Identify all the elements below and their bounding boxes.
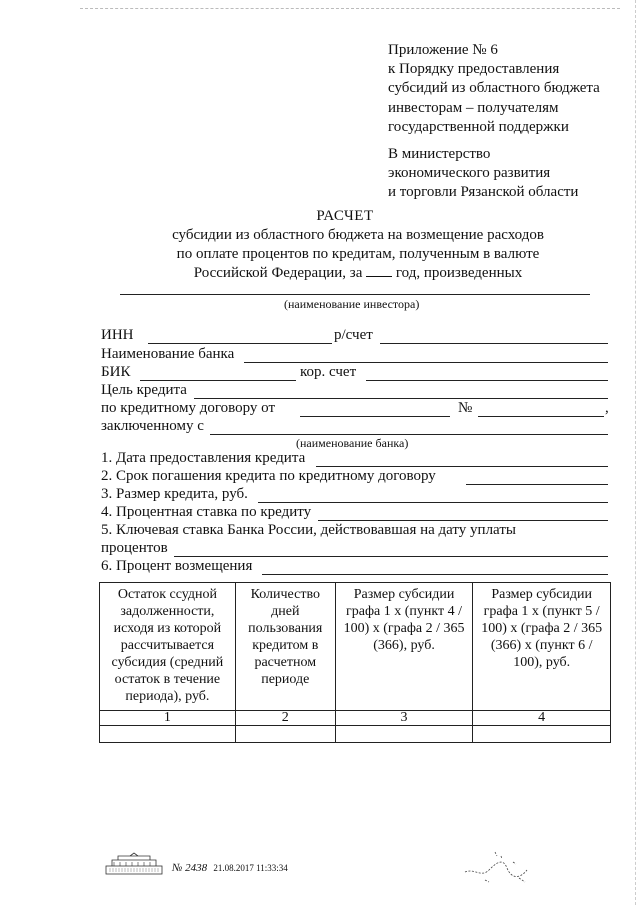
appendix-line: Приложение № 6 [388, 42, 498, 58]
item-3-field[interactable] [258, 502, 608, 503]
subtitle-line: субсидии из областного бюджета на возмещение расходов [172, 227, 544, 243]
table-header-row [100, 583, 611, 711]
item-6-field[interactable] [262, 574, 608, 575]
account-label: р/счет [334, 327, 373, 343]
document-subtitle [70, 226, 640, 283]
loan-agreement-number-field[interactable] [478, 416, 604, 417]
column-number: 3 [335, 711, 473, 726]
table-header-cell: Размер субсидии графа 1 х (пункт 5 / 100) х (графа 2 / 365 (366) х (пункт 6 / 100), руб. [473, 583, 611, 711]
loan-purpose-field[interactable] [194, 398, 608, 399]
table-cell[interactable] [100, 726, 236, 743]
item-1-label: 1. Дата предоставления кредита [101, 450, 306, 466]
table-cell[interactable] [473, 726, 611, 743]
account-field[interactable] [380, 343, 608, 344]
subtitle-line-3b: год, произведенных [395, 265, 523, 281]
subtitle-line-3 [70, 264, 640, 283]
bik-field[interactable] [140, 380, 296, 381]
top-dashed-border [80, 8, 620, 9]
table-header-cell: Остаток ссудной задолженности, исходя из которой рассчитывается субсидия (средний остаток в течение периода), руб. [100, 583, 236, 711]
item-4-field[interactable] [318, 520, 608, 521]
addressee-line: экономического развития [388, 165, 551, 182]
inn-field[interactable] [148, 343, 332, 344]
bik-label: БИК [101, 364, 131, 380]
loan-agreement-date-field[interactable] [300, 416, 450, 417]
number-sign: № [458, 400, 473, 416]
year-blank[interactable] [366, 276, 392, 277]
loan-purpose-label: Цель кредита [101, 382, 187, 398]
comma: , [605, 400, 609, 416]
inn-label: ИНН [101, 327, 134, 343]
item-3-label: 3. Размер кредита, руб. [101, 486, 248, 502]
right-page-edge [635, 0, 636, 905]
corr-account-field[interactable] [366, 380, 608, 381]
item-5-label-line1: 5. Ключевая ставка Банка России, действовавшая на дату уплаты [101, 522, 516, 538]
item-5-field[interactable] [174, 556, 608, 557]
table-header-cell: Количество дней пользования кредитом в расчетном периоде [235, 583, 335, 711]
loan-agreement-label: по кредитному договору от [101, 400, 276, 416]
appendix-line: государственной поддержки [388, 118, 569, 135]
column-number: 1 [100, 711, 236, 726]
investor-caption: (наименование инвестора) [284, 297, 420, 311]
item-6-label: 6. Процент возмещения [101, 558, 253, 574]
appendix-line: субсидий из областного бюджета [388, 80, 600, 97]
doc-timestamp: 21.08.2017 11:33:34 [213, 863, 288, 873]
appendix-line: инвесторам – получателям [388, 99, 559, 116]
doc-number: № 2438 [172, 862, 208, 874]
appendix-block [388, 41, 600, 137]
table-header-cell: Размер субсидии графа 1 х (пункт 4 / 100) х (графа 2 / 365 (366), руб. [335, 583, 473, 711]
bank-name-field[interactable] [244, 362, 608, 363]
column-number: 2 [235, 711, 335, 726]
table-row[interactable] [100, 726, 611, 743]
calculation-table [99, 582, 611, 743]
signature-icon [455, 840, 545, 890]
table-cell[interactable] [235, 726, 335, 743]
concluded-with-label: заключенному с [101, 418, 204, 434]
column-number: 4 [473, 711, 611, 726]
investor-name-line[interactable] [120, 294, 590, 295]
subtitle-line-3a: Российской Федерации, за [193, 265, 363, 281]
item-1-field[interactable] [316, 466, 608, 467]
item-4-label: 4. Процентная ставка по кредиту [101, 504, 312, 520]
bank-caption: (наименование банка) [296, 436, 409, 450]
corr-account-label: кор. счет [300, 364, 357, 380]
addressee-line: В министерство [388, 146, 491, 162]
bank-name-label: Наименование банка [101, 346, 235, 362]
footer-stamp [172, 862, 288, 874]
table-cell[interactable] [335, 726, 473, 743]
appendix-line: к Порядку предоставления [388, 61, 560, 78]
concluded-with-field[interactable] [210, 434, 608, 435]
table-number-row [100, 711, 611, 726]
addressee-line: и торговли Рязанской области [388, 184, 579, 201]
item-2-field[interactable] [466, 484, 608, 485]
item-2-label: 2. Срок погашения кредита по кредитному договору [101, 468, 436, 484]
document-title: РАСЧЕТ [316, 208, 374, 224]
item-5-label-line2: процентов [101, 540, 168, 556]
addressee-block [388, 145, 578, 203]
registry-seal-icon [104, 852, 164, 876]
subtitle-line: по оплате процентов по кредитам, полученным в валюте [176, 246, 540, 262]
